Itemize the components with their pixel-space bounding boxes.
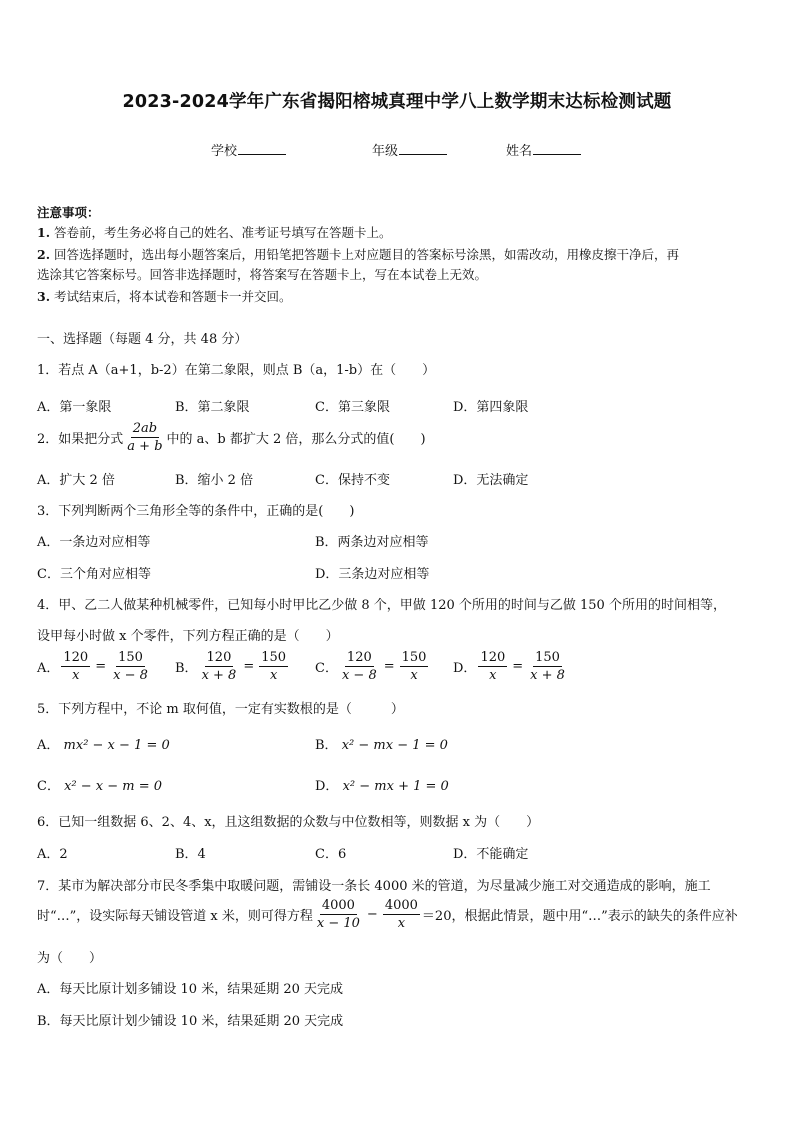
notice-text: 选涂其它答案标号。回答非选择题时，将答案写在答题卡上，写在本试卷上无效。: [37, 267, 488, 282]
option-label: A．: [37, 661, 60, 676]
name-label: 姓名: [506, 144, 533, 159]
option-label: C．: [37, 779, 60, 794]
q6-option-d: D．不能确定: [453, 847, 529, 862]
question-7-line-1: 7．某市为解决部分市民冬季集中取暖问题，需铺设一条长 4000 米的管道，为尽量减少施工对交通造成的影响，施工: [37, 879, 711, 894]
fraction-numerator: 120: [63, 650, 89, 665]
q2-option-d: D．无法确定: [453, 473, 529, 488]
fraction: [61, 650, 90, 683]
fraction-numerator: 150: [118, 650, 143, 665]
q2-prefix: 2．如果把分式: [37, 432, 124, 447]
notice-item: [37, 287, 292, 305]
equals-sign: =: [243, 659, 255, 674]
q7-option-a: A．每天比原计划多铺设 10 米，结果延期 20 天完成: [37, 982, 344, 997]
section-heading: 一、选择题（每题 4 分，共 48 分）: [37, 332, 248, 347]
q3-option-b: B．两条边对应相等: [315, 535, 429, 550]
question-2-stem: [37, 421, 426, 454]
notice-text: 回答选择题时，选出每小题答案后，用铅笔把答题卡上对应题目的答案标号涂黑，如需改动，用橡皮擦干净后，再: [54, 247, 680, 262]
q1-option-a: A．第一象限: [37, 400, 112, 415]
fraction-numerator: 120: [346, 650, 372, 665]
notice-item-continued: [37, 265, 487, 283]
q6-option-a: A．2: [37, 847, 68, 862]
q2-fraction: [125, 421, 164, 454]
fraction: [315, 898, 362, 931]
notice-num: 2.: [37, 247, 51, 262]
q6-option-b: B．4: [175, 847, 206, 862]
notice-text: 答卷前，考生务必将自己的姓名、准考证号填写在答题卡上。: [54, 225, 392, 240]
fraction: [259, 650, 288, 683]
question-4-line-2: 设甲每小时做 x 个零件，下列方程正确的是（ ）: [37, 629, 339, 644]
notice-heading: 注意事项：: [37, 205, 100, 220]
fraction-numerator: 120: [480, 650, 506, 665]
fraction-denominator: x − 8: [341, 668, 377, 683]
minus-sign: −: [366, 907, 378, 922]
notice-item: [37, 223, 392, 241]
school-label: 学校: [211, 144, 238, 159]
q5-option-c: [37, 775, 162, 794]
fraction-denominator: x: [410, 668, 418, 683]
option-expression: mx² − x − 1 = 0: [63, 738, 170, 753]
q2-option-a: A．扩大 2 倍: [37, 473, 115, 488]
q4-option-d: [453, 650, 569, 683]
question-3-stem: 3．下列判断两个三角形全等的条件中，正确的是( ): [37, 504, 355, 519]
notice-text: 考试结束后，将本试卷和答题卡一并交回。: [54, 289, 292, 304]
fraction-denominator: x: [269, 668, 278, 683]
option-label: B．: [175, 661, 198, 676]
fraction: [383, 898, 420, 931]
fraction-denominator: x: [72, 668, 80, 683]
option-expression: x² − mx + 1 = 0: [342, 779, 449, 794]
fraction: [340, 650, 379, 683]
school-blank: [238, 142, 286, 155]
fraction-numerator: 150: [535, 650, 560, 665]
equals-sign: =: [512, 659, 524, 674]
q1-option-c: C．第三象限: [315, 400, 390, 415]
q4-option-c: [315, 650, 430, 683]
q3-option-a: A．一条边对应相等: [37, 535, 151, 550]
q7-option-b: B．每天比原计划少铺设 10 米，结果延期 20 天完成: [37, 1014, 344, 1029]
fraction-numerator: 4000: [384, 898, 418, 913]
option-label: D．: [315, 779, 339, 794]
fraction: [478, 650, 507, 683]
q3-option-d: D．三条边对应相等: [315, 567, 430, 582]
q4-option-b: [175, 650, 290, 683]
option-expression: x² − mx − 1 = 0: [341, 738, 448, 753]
q7-suffix: ＝20，根据此情景，题中用“…”表示的缺失的条件应补: [421, 909, 738, 924]
fraction: [400, 650, 429, 683]
fraction-denominator: x + 8: [201, 668, 237, 683]
grade-blank: [399, 142, 447, 155]
question-6-stem: 6．已知一组数据 6、2、4、x，且这组数据的众数与中位数相等，则数据 x 为（ ）: [37, 815, 540, 830]
fraction-denominator: a + b: [127, 439, 163, 454]
notice-num: 1.: [37, 225, 51, 240]
fraction-numerator: 4000: [321, 898, 355, 913]
q5-option-d: [315, 775, 449, 794]
page-title: 2023-2024学年广东省揭阳榕城真理中学八上数学期末达标检测试题: [122, 92, 672, 112]
name-blank: [533, 142, 581, 155]
question-4-line-1: 4．甲、乙二人做某种机械零件，已知每小时甲比乙少做 8 个，甲做 120 个所用的时间与乙做 150 个所用的时间相等，: [37, 598, 726, 613]
option-label: D．: [453, 661, 477, 676]
fraction-denominator: x − 10: [316, 916, 360, 931]
school-field: [211, 140, 286, 159]
option-label: C．: [315, 661, 338, 676]
fraction-denominator: x − 8: [113, 668, 148, 683]
q5-option-b: [315, 734, 448, 753]
question-7-line-3: 为（ ）: [37, 951, 103, 966]
q1-option-b: B．第二象限: [175, 400, 250, 415]
equals-sign: =: [95, 659, 107, 674]
fraction: [111, 650, 150, 683]
q1-option-d: D．第四象限: [453, 400, 529, 415]
q6-option-c: C．6: [315, 847, 347, 862]
grade-label: 年级: [372, 144, 399, 159]
name-field: [506, 140, 581, 159]
q2-option-b: B．缩小 2 倍: [175, 473, 254, 488]
option-label: B．: [315, 738, 338, 753]
notice-item: [37, 245, 679, 263]
fraction-numerator: 150: [261, 650, 287, 665]
fraction-numerator: 2ab: [132, 421, 158, 436]
question-5-stem: 5．下列方程中，不论 m 取何值，一定有实数根的是（ ）: [37, 702, 404, 717]
fraction-numerator: 150: [401, 650, 427, 665]
q7-prefix: 时“…”，设实际每天铺设管道 x 米，则可得方程: [37, 909, 313, 924]
q3-option-c: C．三个角对应相等: [37, 567, 151, 582]
grade-field: [372, 140, 447, 159]
fraction-denominator: x + 8: [530, 668, 565, 683]
equals-sign: =: [383, 659, 395, 674]
fraction-denominator: x: [489, 668, 497, 683]
notice-num: 3.: [37, 289, 51, 304]
fraction: [528, 650, 567, 683]
fraction: [200, 650, 239, 683]
q2-suffix: 中的 a、b 都扩大 2 倍，那么分式的值( ): [166, 432, 426, 447]
option-label: A．: [37, 738, 60, 753]
q4-option-a: [37, 650, 152, 683]
option-expression: x² − x − m = 0: [64, 779, 163, 794]
fraction-numerator: 120: [206, 650, 232, 665]
question-7-line-2: [37, 898, 738, 931]
q2-option-c: C．保持不变: [315, 473, 390, 488]
q5-option-a: [37, 734, 170, 753]
fraction-denominator: x: [397, 916, 406, 931]
question-1-stem: 1．若点 A（a+1，b-2）在第二象限，则点 B（a，1-b）在（ ）: [37, 363, 436, 378]
